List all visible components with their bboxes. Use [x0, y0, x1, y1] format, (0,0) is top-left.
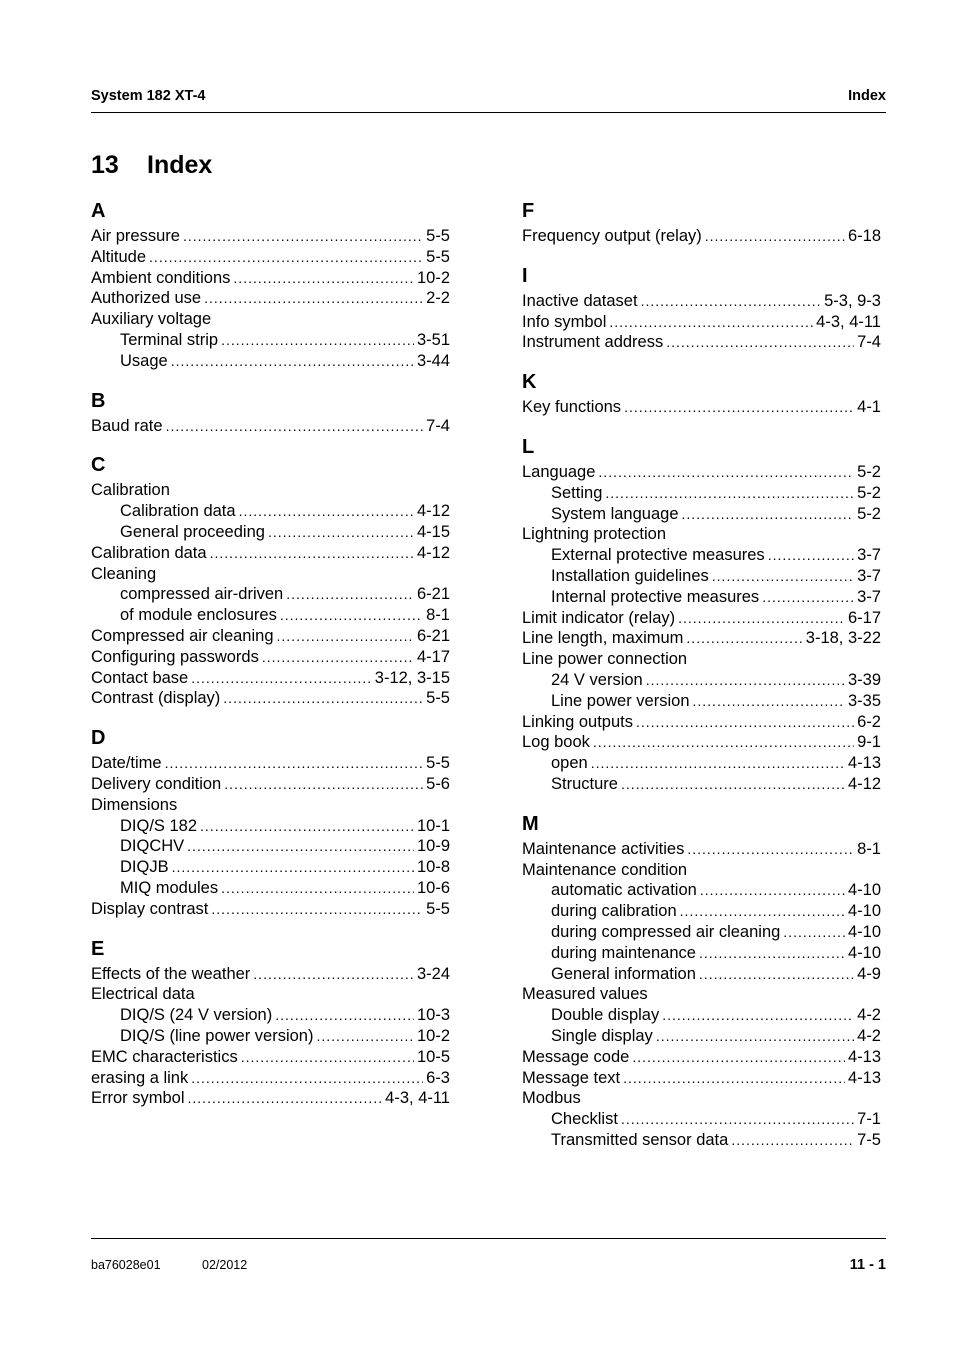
index-letter: B: [91, 389, 106, 412]
index-term: Double display: [551, 1006, 660, 1025]
dot-leader: [598, 462, 854, 483]
index-term: DIQJB: [120, 858, 169, 877]
index-subentry: [91, 816, 450, 837]
index-term: MIQ modules: [120, 878, 219, 897]
page-header: [91, 86, 886, 113]
dot-leader: [275, 1005, 414, 1026]
index-entry: [91, 480, 450, 501]
dot-leader: [316, 1026, 413, 1047]
page-reference: 10-2: [416, 1026, 450, 1045]
index-subentry: [91, 878, 450, 899]
page-reference: 9-1: [857, 733, 881, 752]
index-term: Lightning protection: [522, 525, 667, 544]
index-section: [91, 387, 450, 437]
dot-leader: [699, 964, 854, 985]
index-term: open: [551, 754, 588, 773]
index-term: Ambient conditions: [91, 268, 231, 287]
index-term: Internal protective measures: [551, 587, 760, 606]
index-term: Maintenance activities: [522, 839, 685, 858]
index-subentry: [522, 1130, 881, 1151]
index-term: Altitude: [91, 247, 147, 266]
dot-leader: [678, 608, 845, 629]
index-entry: [91, 626, 450, 647]
dot-leader: [656, 1026, 854, 1047]
dot-leader: [233, 268, 414, 289]
dot-leader: [239, 501, 414, 522]
page-reference: 5-5: [426, 754, 450, 773]
index-term: External protective measures: [551, 546, 765, 565]
index-subentry: [522, 566, 881, 587]
index-entry: [522, 312, 881, 333]
dot-leader: [277, 626, 414, 647]
index-entry: [91, 226, 450, 247]
index-term: Inactive dataset: [522, 291, 638, 310]
index-term: Delivery condition: [91, 774, 222, 793]
index-subentry: [91, 1005, 450, 1026]
page-reference: 6-21: [416, 626, 450, 645]
dot-leader: [605, 483, 854, 504]
index-entry: [91, 1088, 450, 1109]
index-section: [91, 935, 450, 1110]
page-reference: 4-13: [847, 754, 881, 773]
index-entry: [522, 397, 881, 418]
page-reference: 3-24: [416, 964, 450, 983]
index-entry: [91, 774, 450, 795]
page-reference: 8-1: [857, 839, 881, 858]
index-term: Linking outputs: [522, 712, 633, 731]
dot-leader: [241, 1047, 414, 1068]
index-term: Configuring passwords: [91, 647, 259, 666]
page-reference: 10-8: [416, 858, 450, 877]
index-term: compressed air-driven: [120, 585, 284, 604]
index-entry: [91, 309, 450, 330]
index-section: [522, 810, 881, 1151]
dot-leader: [183, 226, 423, 247]
dot-leader: [171, 351, 414, 372]
page-reference: 10-9: [416, 837, 450, 856]
index-section: [91, 197, 450, 372]
index-term: System language: [551, 504, 679, 523]
index-subentry: [91, 857, 450, 878]
index-term: Display contrast: [91, 899, 209, 918]
index-term: Message text: [522, 1068, 621, 1087]
index-section: [91, 451, 450, 709]
index-term: Effects of the weather: [91, 964, 251, 983]
page-reference: 4-2: [857, 1026, 881, 1045]
dot-leader: [632, 1047, 845, 1068]
dot-leader: [593, 732, 854, 753]
page-reference: 4-10: [847, 902, 881, 921]
chapter-number: 13: [91, 151, 119, 179]
dot-leader: [165, 753, 424, 774]
dot-leader: [666, 332, 854, 353]
index-term: Measured values: [522, 985, 648, 1004]
page-reference: 2-2: [426, 289, 450, 308]
page-reference: 8-1: [426, 606, 450, 625]
dot-leader: [768, 545, 854, 566]
index-entry: [91, 543, 450, 564]
page-reference: 5-2: [857, 462, 881, 481]
dot-leader: [221, 330, 414, 351]
index-term: Dimensions: [91, 795, 178, 814]
index-column-right: [522, 197, 881, 1166]
index-subentry: [91, 522, 450, 543]
index-entry: [522, 628, 881, 649]
index-letter: C: [91, 454, 106, 477]
dot-leader: [783, 922, 845, 943]
index-entry: [522, 649, 881, 670]
page-reference: 4-13: [847, 1068, 881, 1087]
page-reference: 6-21: [416, 585, 450, 604]
dot-leader: [191, 1068, 423, 1089]
index-entry: [522, 524, 881, 545]
page-reference: 10-1: [416, 816, 450, 835]
dot-leader: [762, 587, 854, 608]
page-reference: 10-3: [416, 1006, 450, 1025]
dot-leader: [200, 816, 414, 837]
index-term: Usage: [120, 351, 168, 370]
page-reference: 4-12: [416, 543, 450, 562]
index-subentry: [91, 501, 450, 522]
index-entry: [522, 291, 881, 312]
index-subentry: [522, 774, 881, 795]
index-letter: L: [522, 435, 535, 458]
index-entry: [522, 332, 881, 353]
dot-leader: [204, 288, 423, 309]
index-section: [522, 433, 881, 795]
dot-leader: [172, 857, 414, 878]
page-reference: 6-17: [847, 608, 881, 627]
index-term: Baud rate: [91, 416, 163, 435]
page-reference: 3-7: [857, 587, 881, 606]
dot-leader: [210, 543, 414, 564]
index-letter: I: [522, 264, 528, 287]
page-reference: 7-4: [857, 333, 881, 352]
index-entry: [522, 860, 881, 881]
index-term: DIQ/S (line power version): [120, 1026, 314, 1045]
page-reference: 7-4: [426, 416, 450, 435]
index-subentry: [91, 330, 450, 351]
index-entry: [91, 1068, 450, 1089]
index-entry: [522, 462, 881, 483]
page-reference: 3-18, 3-22: [805, 629, 881, 648]
index-term: DIQ/S 182: [120, 816, 198, 835]
page-reference: 3-7: [857, 546, 881, 565]
index-term: Cleaning: [91, 564, 157, 583]
page-reference: 10-6: [416, 878, 450, 897]
dot-leader: [253, 964, 414, 985]
page-reference: 5-2: [857, 504, 881, 523]
page-reference: 3-39: [847, 670, 881, 689]
page-reference: 4-12: [847, 774, 881, 793]
index-term: Maintenance condition: [522, 860, 688, 879]
index-entry: [91, 268, 450, 289]
index-entry: [522, 984, 881, 1005]
index-term: Instrument address: [522, 333, 664, 352]
dot-leader: [149, 247, 423, 268]
page-reference: 4-9: [857, 964, 881, 983]
index-subentry: [522, 1005, 881, 1026]
index-column-left: [91, 197, 450, 1124]
page-reference: 3-51: [416, 330, 450, 349]
index-entry: [522, 712, 881, 733]
index-entry: [522, 608, 881, 629]
index-subentry: [91, 351, 450, 372]
dot-leader: [646, 670, 845, 691]
index-subentry: [522, 545, 881, 566]
dot-leader: [687, 839, 854, 860]
index-term: Contact base: [91, 668, 189, 687]
index-entry: [91, 753, 450, 774]
index-subentry: [522, 901, 881, 922]
dot-leader: [623, 1068, 845, 1089]
index-entry: [522, 226, 881, 247]
dot-leader: [700, 880, 845, 901]
dot-leader: [166, 416, 424, 437]
index-term: Calibration: [91, 481, 170, 500]
page-reference: 5-5: [426, 247, 450, 266]
index-term: Error symbol: [91, 1089, 185, 1108]
index-term: Transmitted sensor data: [551, 1130, 729, 1149]
index-term: Language: [522, 462, 596, 481]
index-entry: [522, 732, 881, 753]
page-reference: 4-3, 4-11: [816, 312, 881, 331]
page-number: 11 - 1: [849, 1257, 886, 1273]
index-subentry: [522, 880, 881, 901]
index-section: [522, 262, 881, 353]
page-reference: 4-13: [847, 1047, 881, 1066]
dot-leader: [224, 774, 423, 795]
page-reference: 4-10: [847, 881, 881, 900]
index-term: automatic activation: [551, 881, 697, 900]
dot-leader: [731, 1130, 854, 1151]
index-term: EMC characteristics: [91, 1047, 238, 1066]
index-entry: [91, 795, 450, 816]
dot-leader: [699, 943, 845, 964]
dot-leader: [280, 605, 423, 626]
index-term: Checklist: [551, 1110, 618, 1129]
index-letter: A: [91, 200, 106, 222]
index-section: [522, 368, 881, 418]
index-entry: [91, 647, 450, 668]
index-term: erasing a link: [91, 1068, 189, 1087]
index-subentry: [91, 1026, 450, 1047]
index-term: Line power connection: [522, 650, 688, 669]
index-entry: [522, 1068, 881, 1089]
index-term: Single display: [551, 1026, 653, 1045]
index-term: Auxiliary voltage: [91, 310, 212, 329]
page-reference: 5-6: [426, 774, 450, 793]
dot-leader: [221, 878, 414, 899]
index-term: Structure: [551, 774, 618, 793]
index-term: Modbus: [522, 1089, 581, 1108]
index-term: Setting: [551, 483, 603, 502]
index-term: Frequency output (relay): [522, 227, 702, 245]
document-date: 02/2012: [202, 1258, 248, 1272]
dot-leader: [591, 753, 845, 774]
index-entry: [91, 964, 450, 985]
page-reference: 4-2: [857, 1006, 881, 1025]
index-subentry: [91, 584, 450, 605]
index-term: Installation guidelines: [551, 566, 709, 585]
page-reference: 3-44: [416, 351, 450, 370]
page-reference: 3-12, 3-15: [374, 668, 450, 687]
index-term: Compressed air cleaning: [91, 626, 274, 645]
dot-leader: [682, 504, 855, 525]
page-reference: 4-10: [847, 943, 881, 962]
index-term: Date/time: [91, 754, 162, 773]
page-reference: 3-7: [857, 566, 881, 585]
index-entry: [522, 1047, 881, 1068]
index-entry: [91, 984, 450, 1005]
index-term: during compressed air cleaning: [551, 922, 781, 941]
dot-leader: [636, 712, 854, 733]
index-subentry: [522, 670, 881, 691]
page-reference: 4-17: [416, 647, 450, 666]
dot-leader: [223, 688, 423, 709]
page-reference: 5-3, 9-3: [824, 291, 881, 310]
index-term: Limit indicator (relay): [522, 608, 676, 627]
index-subentry: [522, 1109, 881, 1130]
index-subentry: [522, 1026, 881, 1047]
dot-leader: [712, 566, 854, 587]
index-letter: F: [522, 200, 535, 222]
index-term: during maintenance: [551, 943, 696, 962]
page-reference: 6-2: [857, 712, 881, 731]
index-entry: [91, 564, 450, 585]
index-entry: [91, 899, 450, 920]
index-term: Key functions: [522, 398, 622, 417]
page-reference: 7-1: [857, 1110, 881, 1129]
dot-leader: [262, 647, 414, 668]
index-term: of module enclosures: [120, 606, 277, 625]
index-subentry: [522, 483, 881, 504]
index-term: DIQ/S (24 V version): [120, 1006, 273, 1025]
dot-leader: [187, 836, 414, 857]
index-term: Electrical data: [91, 985, 195, 1004]
page-reference: 10-2: [416, 268, 450, 287]
index-term: DIQCHV: [120, 837, 185, 856]
document-id: ba76028e01: [91, 1258, 161, 1272]
index-subentry: [522, 964, 881, 985]
dot-leader: [621, 774, 845, 795]
dot-leader: [191, 668, 372, 689]
page-reference: 4-12: [416, 502, 450, 521]
dot-leader: [286, 584, 414, 605]
index-subentry: [91, 605, 450, 626]
dot-leader: [268, 522, 414, 543]
index-term: Line length, maximum: [522, 629, 684, 648]
chapter-title: Index: [147, 151, 213, 179]
page-reference: 5-5: [426, 227, 450, 245]
index-entry: [522, 839, 881, 860]
page-reference: 4-1: [857, 398, 881, 417]
dot-leader: [641, 291, 822, 312]
dot-leader: [693, 691, 845, 712]
index-entry: [91, 688, 450, 709]
dot-leader: [211, 899, 423, 920]
page-reference: 3-35: [847, 691, 881, 710]
index-subentry: [522, 922, 881, 943]
page-reference: 5-5: [426, 899, 450, 918]
index-term: Air pressure: [91, 227, 180, 245]
section-title: Index: [848, 88, 886, 104]
dot-leader: [188, 1088, 383, 1109]
dot-leader: [680, 901, 845, 922]
index-letter: M: [522, 812, 539, 835]
chapter-heading: [91, 151, 212, 180]
page-reference: 10-5: [416, 1047, 450, 1066]
page-reference: 4-3, 4-11: [385, 1089, 450, 1108]
index-entry: [91, 668, 450, 689]
index-term: Terminal strip: [120, 330, 219, 349]
page-reference: 4-10: [847, 922, 881, 941]
page-reference: 5-5: [426, 689, 450, 708]
index-term: Authorized use: [91, 289, 202, 308]
index-term: Info symbol: [522, 312, 607, 331]
index-subentry: [522, 587, 881, 608]
index-term: 24 V version: [551, 670, 643, 689]
index-term: General proceeding: [120, 522, 265, 541]
index-term: Contrast (display): [91, 689, 221, 708]
index-term: during calibration: [551, 902, 677, 921]
page-footer: [91, 1238, 886, 1273]
dot-leader: [624, 397, 854, 418]
index-subentry: [522, 753, 881, 774]
page-reference: 5-2: [857, 483, 881, 502]
index-term: Log book: [522, 733, 590, 752]
index-entry: [522, 1088, 881, 1109]
index-subentry: [522, 691, 881, 712]
index-entry: [91, 416, 450, 437]
index-term: Calibration data: [91, 543, 207, 562]
index-subentry: [91, 836, 450, 857]
index-entry: [91, 247, 450, 268]
index-subentry: [522, 504, 881, 525]
page-reference: 6-3: [426, 1068, 450, 1087]
index-entry: [91, 1047, 450, 1068]
index-entry: [91, 288, 450, 309]
index-section: [522, 197, 881, 247]
dot-leader: [609, 312, 813, 333]
dot-leader: [705, 226, 845, 247]
index-letter: K: [522, 371, 537, 394]
index-section: [91, 724, 450, 919]
dot-leader: [662, 1005, 854, 1026]
page-reference: 6-18: [847, 227, 881, 245]
index-term: Message code: [522, 1047, 630, 1066]
dot-leader: [621, 1109, 854, 1130]
index-term: General information: [551, 964, 696, 983]
page-reference: 7-5: [857, 1130, 881, 1149]
index-letter: D: [91, 727, 106, 750]
dot-leader: [686, 628, 802, 649]
index-term: Calibration data: [120, 502, 236, 521]
index-subentry: [522, 943, 881, 964]
index-letter: E: [91, 937, 105, 960]
page-reference: 4-15: [416, 522, 450, 541]
document-title: System 182 XT-4: [91, 88, 206, 104]
index-term: Line power version: [551, 691, 690, 710]
